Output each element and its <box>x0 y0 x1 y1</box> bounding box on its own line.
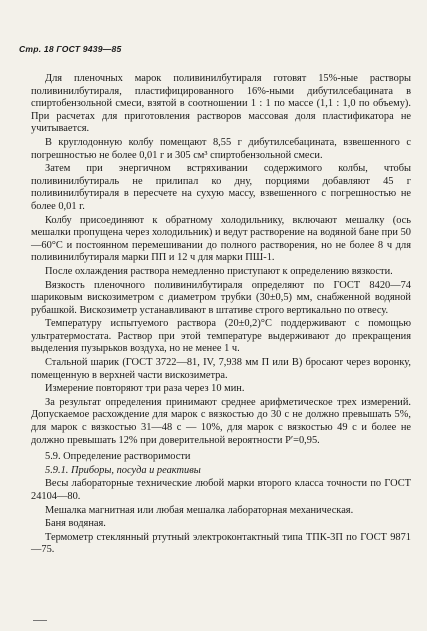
paragraph-adding-pvb: Затем при энергичном встряхивании содержимого колбы, чтобы поливинилбутираль не прилипал ко дну, порциями добавляют 45 г поливинилбутираля в пересчете на сухую массу, взвешенного с погрешностью не более 0,01 г. <box>31 163 411 212</box>
section-title: 5.9. Определение растворимости <box>45 451 191 463</box>
page-body <box>31 73 411 557</box>
equipment-item: Мешалка магнитная или любая мешалка лабораторная механическая. <box>45 504 354 516</box>
paragraph-flask-loading: В круглодонную колбу помещают 8,55 г дибутилсебацината, взвешенного с погрешностью не более 0,01 г и 305 см³ спиртобензольной смеси. <box>31 136 411 161</box>
equipment-item: Термометр стеклянный ртутный электроконтактный типа ТПК-3П по ГОСТ 9871—75. <box>31 531 411 556</box>
paragraph-result: За результат определения принимают среднее арифметическое трех измерений. Допускаемое расхождение для марок с вязкостью до 30 с не должно превышать 5%, для марок с вязкостью 31—48 с — 10%, для марок с вязкостью 49 с и более не должно превышать 12% при доверительной вероятности P′=0,95. <box>31 396 411 446</box>
paragraph-viscosity-method: Вязкость пленочного поливинилбутираля определяют по ГОСТ 8420—74 шариковым вискозиметром с диаметром трубки (30±0,5) мм, снабженной водяной рубашкой. Вискозиметр устанавливают в штативе строго вертикально по отвесу. <box>31 279 411 316</box>
equipment-item: Баня водяная. <box>45 518 106 530</box>
equipment-item: Весы лабораторные технические любой марки второго класса точности по ГОСТ 24104—80. <box>31 478 411 502</box>
page-header: Стр. 18 ГОСТ 9439—85 <box>19 44 122 54</box>
paragraph-steel-ball: Стальной шарик (ГОСТ 3722—81, IV, 7,938 мм П или В) бросают через воронку, помещенную в верхней части вискозиметра. <box>31 357 411 381</box>
paragraph-temperature: Температуру испытуемого раствора (20±0,2)°С поддерживают с помощью ультратермостата. Раствор при этой температуре выдерживают до прекращения выделения пузырьков воздуха, но не менее 1 ч. <box>31 318 411 355</box>
paragraph-cooling: После охлаждения раствора немедленно приступают к определению вязкости. <box>45 265 393 277</box>
paragraph-repeat: Измерение повторяют три раза через 10 мин. <box>45 383 245 395</box>
paragraph-dissolving: Колбу присоединяют к обратному холодильнику, включают мешалку (ось мешалки пропущена через холодильник) и ведут растворение на водяной бане при 50—60°С и постоянном перемешивании до полного растворения, но не более 8 ч для поливинилбутираля марки ПП и 12 ч для марки ПШ-1. <box>31 214 411 264</box>
subsection-title: 5.9.1. Приборы, посуда и реактивы <box>45 464 201 476</box>
page-edge-mark <box>33 620 47 627</box>
paragraph-solution-prep: Для пленочных марок поливинилбутираля готовят 15%-ные растворы поливинилбутираля, пластифицированного 16%-ными дибутилсебацината в спиртобензольной смеси, взятой в соотношении 1 : 1 по массе (1,1 : 1,0 по объему). При расчетах для приготовления растворов массовая доля пластификатора не учитывается. <box>31 73 411 135</box>
